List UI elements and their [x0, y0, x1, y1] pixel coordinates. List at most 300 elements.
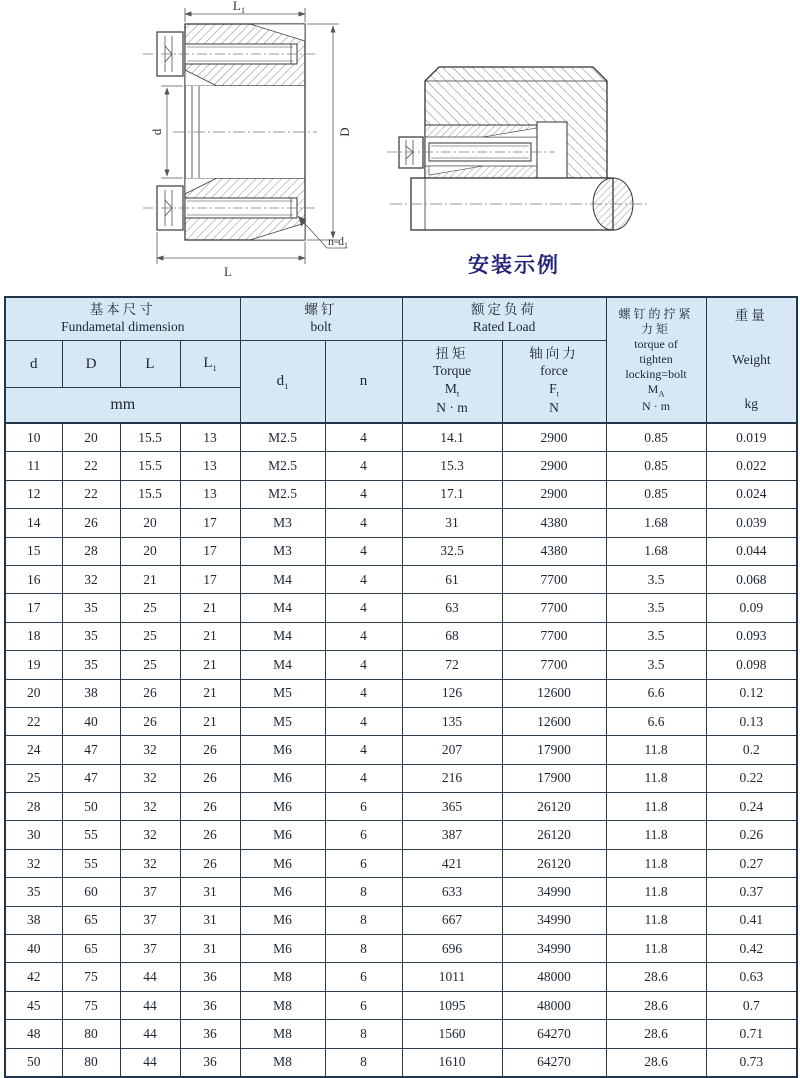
cell: 1560 [402, 1020, 502, 1048]
cell: 32.5 [402, 537, 502, 565]
cell: M6 [240, 793, 325, 821]
cell: 207 [402, 736, 502, 764]
cell: 4 [325, 651, 402, 679]
cell: 8 [325, 906, 402, 934]
cell: 55 [62, 821, 120, 849]
cell: 17900 [502, 764, 606, 792]
cell: 216 [402, 764, 502, 792]
cell: M4 [240, 565, 325, 593]
cell: 24 [5, 736, 62, 764]
group-header-bolt-cn: 螺钉 [304, 302, 338, 318]
cell: 26120 [502, 821, 606, 849]
cell: 32 [120, 821, 180, 849]
cell: 32 [62, 565, 120, 593]
cell: 26 [120, 679, 180, 707]
cell: 34990 [502, 935, 606, 963]
cell: 7700 [502, 565, 606, 593]
cell: 26 [180, 821, 240, 849]
cell: 26 [180, 736, 240, 764]
cell: 63 [402, 594, 502, 622]
cell: 35 [5, 878, 62, 906]
cell: 37 [120, 906, 180, 934]
col-header-force [502, 341, 606, 424]
cell: 45 [5, 991, 62, 1019]
cell: 3.5 [606, 565, 706, 593]
spec-table [4, 296, 798, 1078]
cell: 25 [120, 594, 180, 622]
cell: 47 [62, 764, 120, 792]
cell: 34990 [502, 878, 606, 906]
table-row [5, 679, 797, 707]
cell: 4 [325, 679, 402, 707]
cell: M6 [240, 821, 325, 849]
cell: 14 [5, 509, 62, 537]
cell: 75 [62, 991, 120, 1019]
cell: 35 [62, 622, 120, 650]
ma-en1: torque of [634, 336, 678, 351]
cell: 6.6 [606, 707, 706, 735]
cell: 421 [402, 849, 502, 877]
cell: 20 [120, 509, 180, 537]
cell: 35 [62, 594, 120, 622]
table-row [5, 878, 797, 906]
group-header-load-en: Rated Load [472, 319, 536, 334]
cell: 696 [402, 935, 502, 963]
cell: M5 [240, 707, 325, 735]
cell: 7700 [502, 651, 606, 679]
cell: 28 [62, 537, 120, 565]
cell: 26 [120, 707, 180, 735]
cell: 7700 [502, 622, 606, 650]
cell: 11.8 [606, 764, 706, 792]
cell: 44 [120, 963, 180, 991]
cell: 17 [5, 594, 62, 622]
table-row [5, 622, 797, 650]
shaft [390, 178, 647, 230]
dim-label-d: d [149, 128, 164, 136]
dim-label-L1: $L_1$ [232, 0, 246, 15]
ma-symbol: $M_A$ [647, 381, 665, 399]
table-row [5, 509, 797, 537]
cell: 21 [180, 622, 240, 650]
cell: 4380 [502, 537, 606, 565]
cell: 1011 [402, 963, 502, 991]
cell: 6 [325, 991, 402, 1019]
cell: 6 [325, 793, 402, 821]
cell: 17 [180, 565, 240, 593]
cell: 19 [5, 651, 62, 679]
cell: 12600 [502, 707, 606, 735]
cell: 26 [180, 764, 240, 792]
installation-example-caption: 安装示例 [468, 254, 560, 277]
cell: 80 [62, 1048, 120, 1077]
cell: 0.42 [706, 935, 797, 963]
cell: M3 [240, 537, 325, 565]
cell: 0.022 [706, 452, 797, 480]
installation-example-drawing [385, 30, 685, 248]
torque-unit: N · m [436, 400, 468, 416]
cell: M8 [240, 1048, 325, 1077]
group-header-bolt [240, 297, 402, 341]
col-header-weight [706, 297, 797, 423]
col-header-mm: mm [5, 388, 240, 424]
group-header-basic-en: Fundametal dimension [61, 319, 185, 334]
ma-en3: locking=bolt [625, 366, 687, 381]
group-header-load-cn: 额定负荷 [471, 302, 538, 318]
cell: 31 [180, 906, 240, 934]
cell: 42 [5, 963, 62, 991]
table-row [5, 1020, 797, 1048]
col-header-torque [402, 341, 502, 424]
cell: 36 [180, 1048, 240, 1077]
dimension-D [307, 24, 339, 240]
cell: 667 [402, 906, 502, 934]
force-en: force [540, 362, 568, 378]
group-header-bolt-en: bolt [310, 319, 332, 334]
col-header-d: d [5, 341, 62, 388]
cell: 25 [120, 622, 180, 650]
cell: 4 [325, 565, 402, 593]
cell: 0.85 [606, 480, 706, 508]
cell: 0.22 [706, 764, 797, 792]
cell: 0.024 [706, 480, 797, 508]
col-header-n: n [325, 341, 402, 424]
ma-cn1: 螺钉的拧紧 [618, 306, 694, 321]
cell: 15.5 [120, 452, 180, 480]
cell: M3 [240, 509, 325, 537]
cell: 28.6 [606, 1020, 706, 1048]
cell: M6 [240, 935, 325, 963]
cell: 0.27 [706, 849, 797, 877]
cell: 11.8 [606, 906, 706, 934]
cell: M6 [240, 878, 325, 906]
cell: M6 [240, 764, 325, 792]
table-row [5, 906, 797, 934]
cell: 50 [62, 793, 120, 821]
cell: 31 [402, 509, 502, 537]
weight-en: Weight [731, 352, 771, 367]
cell: 32 [120, 793, 180, 821]
cell: 25 [5, 764, 62, 792]
cell: 135 [402, 707, 502, 735]
cell: 17 [180, 509, 240, 537]
cell: 0.068 [706, 565, 797, 593]
cell: 4 [325, 707, 402, 735]
cell: 68 [402, 622, 502, 650]
cell: 48000 [502, 991, 606, 1019]
cell: 1095 [402, 991, 502, 1019]
cell: 28 [5, 793, 62, 821]
cell: 4 [325, 509, 402, 537]
cell: 20 [62, 423, 120, 452]
cell: 14.1 [402, 423, 502, 452]
cell: M4 [240, 594, 325, 622]
cell: 0.71 [706, 1020, 797, 1048]
cell: 15.5 [120, 480, 180, 508]
force-symbol: $F_t$ [549, 380, 559, 399]
table-row [5, 707, 797, 735]
cell: 72 [402, 651, 502, 679]
cell: 10 [5, 423, 62, 452]
cell: M6 [240, 906, 325, 934]
cell: 0.41 [706, 906, 797, 934]
cell: 26 [180, 793, 240, 821]
cell: 30 [5, 821, 62, 849]
cell: 11.8 [606, 935, 706, 963]
col-header-tightening-torque [606, 297, 706, 423]
force-cn: 轴向力 [529, 345, 579, 361]
cell: 15.3 [402, 452, 502, 480]
cell: 21 [180, 594, 240, 622]
cell: 50 [5, 1048, 62, 1077]
cell: 1.68 [606, 537, 706, 565]
cell: 16 [5, 565, 62, 593]
cell: 0.63 [706, 963, 797, 991]
cell: 0.2 [706, 736, 797, 764]
table-row [5, 764, 797, 792]
cell: 1610 [402, 1048, 502, 1077]
cell: M8 [240, 991, 325, 1019]
col-header-D: D [62, 341, 120, 388]
cell: 0.85 [606, 452, 706, 480]
cell: 31 [180, 878, 240, 906]
cell: 8 [325, 1020, 402, 1048]
cell: 0.73 [706, 1048, 797, 1077]
col-header-d1: $d_1$ [240, 341, 325, 424]
force-unit: N [549, 400, 559, 416]
cell: M5 [240, 679, 325, 707]
table-row [5, 991, 797, 1019]
cell: 65 [62, 906, 120, 934]
table-row [5, 452, 797, 480]
cell: 7700 [502, 594, 606, 622]
cell: 21 [120, 565, 180, 593]
cell: 40 [62, 707, 120, 735]
cell: 36 [180, 1020, 240, 1048]
cell: 18 [5, 622, 62, 650]
cell: 22 [62, 480, 120, 508]
cell: 35 [62, 651, 120, 679]
cell: 22 [62, 452, 120, 480]
cell: 3.5 [606, 651, 706, 679]
cell: 8 [325, 878, 402, 906]
ma-unit: N · m [642, 398, 671, 413]
table-row [5, 963, 797, 991]
cell: 60 [62, 878, 120, 906]
table-row [5, 594, 797, 622]
locking-assembly-section-drawing [95, 0, 395, 292]
cell: 32 [120, 764, 180, 792]
cell: 0.13 [706, 707, 797, 735]
cell: 47 [62, 736, 120, 764]
cell: 4 [325, 736, 402, 764]
table-row [5, 793, 797, 821]
cell: 55 [62, 849, 120, 877]
cell: 26 [180, 849, 240, 877]
cell: 34990 [502, 906, 606, 934]
weight-cn: 重量 [734, 308, 768, 323]
torque-symbol: $M_t$ [444, 380, 460, 399]
cell: 64270 [502, 1048, 606, 1077]
table-row [5, 821, 797, 849]
cell: 11 [5, 452, 62, 480]
cell: 48000 [502, 963, 606, 991]
cell: 8 [325, 1048, 402, 1077]
cell: M4 [240, 651, 325, 679]
cell: 38 [5, 906, 62, 934]
dim-label-L: L [224, 264, 232, 279]
cell: M2.5 [240, 423, 325, 452]
cell: M8 [240, 963, 325, 991]
cell: 0.37 [706, 878, 797, 906]
cell: 37 [120, 935, 180, 963]
cell: 32 [120, 736, 180, 764]
torque-en: Torque [433, 362, 472, 378]
table-body [5, 423, 797, 1077]
cell: 633 [402, 878, 502, 906]
cell: M2.5 [240, 480, 325, 508]
cell: 11.8 [606, 849, 706, 877]
cell: 65 [62, 935, 120, 963]
cell: 21 [180, 679, 240, 707]
cell: 3.5 [606, 622, 706, 650]
cell: 3.5 [606, 594, 706, 622]
cell: 4 [325, 480, 402, 508]
cell: 0.093 [706, 622, 797, 650]
cell: 365 [402, 793, 502, 821]
table-row [5, 480, 797, 508]
dim-label-D: D [337, 127, 352, 137]
cell: 2900 [502, 452, 606, 480]
cell: 4380 [502, 509, 606, 537]
cell: 13 [180, 480, 240, 508]
group-header-basic [5, 297, 240, 341]
cell: 4 [325, 622, 402, 650]
weight-unit: kg [744, 396, 759, 411]
table-row [5, 651, 797, 679]
cell: 15.5 [120, 423, 180, 452]
cell: 40 [5, 935, 62, 963]
cell: 20 [120, 537, 180, 565]
torque-cn: 扭矩 [435, 345, 469, 361]
table-row [5, 537, 797, 565]
group-header-load [402, 297, 606, 341]
cell: 2900 [502, 480, 606, 508]
cell: 26120 [502, 793, 606, 821]
cell: 36 [180, 991, 240, 1019]
cell: 0.09 [706, 594, 797, 622]
cell: 6 [325, 963, 402, 991]
ma-cn2: 力矩 [641, 321, 672, 336]
cell: 32 [120, 849, 180, 877]
cell: M6 [240, 736, 325, 764]
cell: 44 [120, 1048, 180, 1077]
cell: 17 [180, 537, 240, 565]
cell: 8 [325, 935, 402, 963]
cell: 0.85 [606, 423, 706, 452]
table-row [5, 849, 797, 877]
callout-label-n-d1: $n-d_1$ [328, 234, 348, 250]
cell: 25 [120, 651, 180, 679]
cell: 31 [180, 935, 240, 963]
cell: 61 [402, 565, 502, 593]
table-row [5, 935, 797, 963]
cell: 6 [325, 821, 402, 849]
cell: 4 [325, 423, 402, 452]
cell: 0.24 [706, 793, 797, 821]
cell: 64270 [502, 1020, 606, 1048]
cell: M8 [240, 1020, 325, 1048]
cell: 12 [5, 480, 62, 508]
cell: 0.039 [706, 509, 797, 537]
cell: 28.6 [606, 991, 706, 1019]
cell: 11.8 [606, 736, 706, 764]
cell: 11.8 [606, 878, 706, 906]
cell: 26120 [502, 849, 606, 877]
cell: 4 [325, 764, 402, 792]
table-row [5, 565, 797, 593]
cell: 0.26 [706, 821, 797, 849]
cell: 387 [402, 821, 502, 849]
cell: 21 [180, 707, 240, 735]
cell: 0.7 [706, 991, 797, 1019]
cell: 4 [325, 594, 402, 622]
cell: 2900 [502, 423, 606, 452]
col-header-L: L [120, 341, 180, 388]
cell: 20 [5, 679, 62, 707]
cell: 11.8 [606, 821, 706, 849]
cell: 80 [62, 1020, 120, 1048]
cell: 32 [5, 849, 62, 877]
cell: 11.8 [606, 793, 706, 821]
cell: 37 [120, 878, 180, 906]
cell: 48 [5, 1020, 62, 1048]
cell: 13 [180, 452, 240, 480]
cell: 0.019 [706, 423, 797, 452]
cell: 17.1 [402, 480, 502, 508]
cell: 13 [180, 423, 240, 452]
table-row [5, 736, 797, 764]
cell: 26 [62, 509, 120, 537]
table-row [5, 423, 797, 452]
cell: 4 [325, 537, 402, 565]
cell: 4 [325, 452, 402, 480]
cell: 6 [325, 849, 402, 877]
cell: 38 [62, 679, 120, 707]
cell: 28.6 [606, 1048, 706, 1077]
table-row [5, 1048, 797, 1077]
group-header-basic-cn: 基本尺寸 [89, 302, 156, 318]
cell: 17900 [502, 736, 606, 764]
cell: 126 [402, 679, 502, 707]
cell: 36 [180, 963, 240, 991]
cell: 0.12 [706, 679, 797, 707]
cell: 12600 [502, 679, 606, 707]
cell: 75 [62, 963, 120, 991]
cell: M2.5 [240, 452, 325, 480]
col-header-L1: $L_1$ [180, 341, 240, 388]
cell: 15 [5, 537, 62, 565]
cell: 0.044 [706, 537, 797, 565]
cell: M4 [240, 622, 325, 650]
cell: 28.6 [606, 963, 706, 991]
cell: 6.6 [606, 679, 706, 707]
cell: 44 [120, 991, 180, 1019]
cell: 22 [5, 707, 62, 735]
locking-assembly-installed [387, 122, 567, 178]
cell: 44 [120, 1020, 180, 1048]
cell: 1.68 [606, 509, 706, 537]
